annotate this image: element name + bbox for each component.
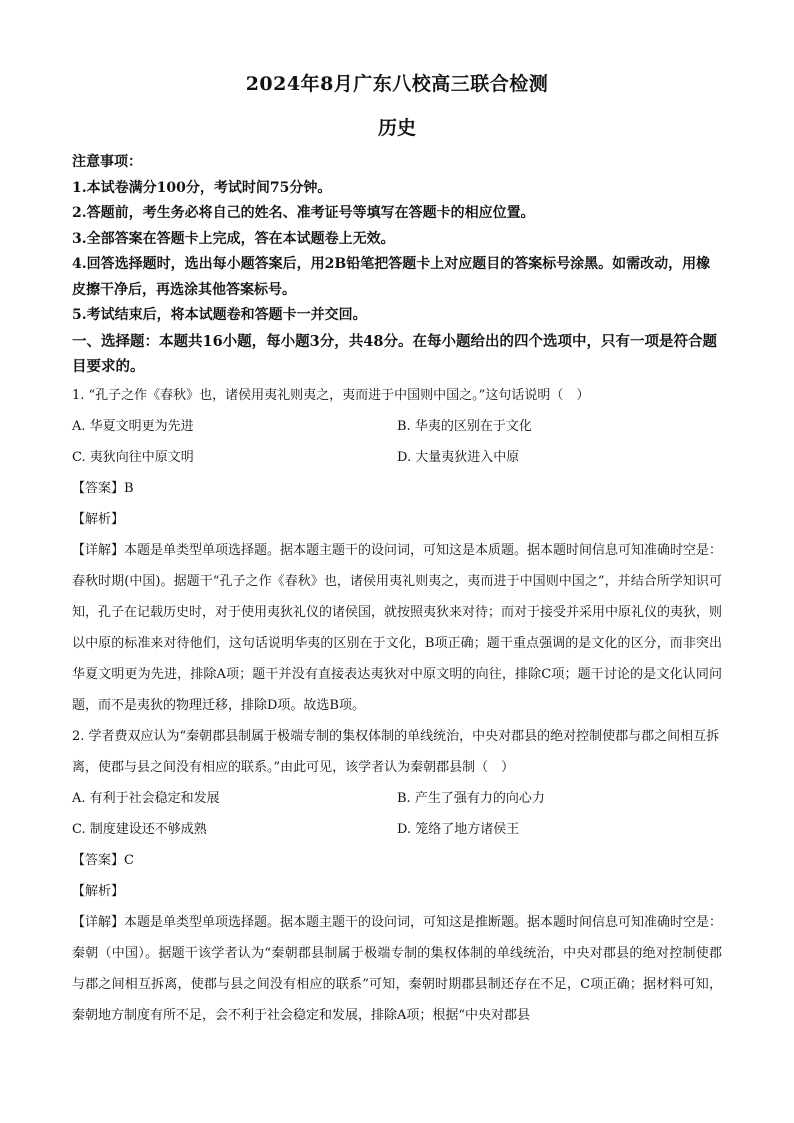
option-list — [72, 411, 722, 473]
answer-label: 【答案】C — [72, 852, 134, 868]
question-stem: 2. 学者费双应认为“秦朝郡县制属于极端专制的集权体制的单线统治，中央对郡县的绝对控制使郡与郡之间相互拆离，使郡与县之间没有相应的联系。”由此可见，该学者认为秦朝郡县制（ ） — [72, 728, 720, 775]
question-1 — [72, 380, 722, 721]
notice-item: 3.全部答案在答题卡上完成，答在本试题卷上无效。 — [72, 230, 395, 247]
option-d: D. 大量夷狄进入中原 — [397, 449, 520, 465]
section-heading: 一、选择题：本题共16小题，每小题3分，共48分。在每小题给出的四个选项中，只有一项是符合题目要求的。 — [72, 332, 717, 375]
exam-page — [72, 66, 722, 1031]
option-a: A. 华夏文明更为先进 — [72, 418, 194, 434]
option-c: C. 制度建设还不够成熟 — [72, 821, 207, 837]
answer-label: 【答案】B — [72, 480, 134, 496]
notice-item: 1.本试卷满分100分，考试时间75分钟。 — [72, 179, 332, 196]
option-b: B. 产生了强有力的向心力 — [397, 790, 545, 806]
option-c: C. 夷狄向往中原文明 — [72, 449, 194, 465]
subject-title: 历史 — [377, 117, 416, 139]
notice-heading: 注意事项： — [72, 154, 142, 170]
question-2 — [72, 721, 722, 1031]
option-b: B. 华夷的区别在于文化 — [397, 418, 532, 434]
detail-explanation: 【详解】本题是单类型单项选择题。据本题主题干的设问词，可知这是本质题。据本题时间信息可知准确时空是：春秋时期(中国)。据题干“孔子之作《春秋》也，诸侯用夷礼则夷之，夷而进于中国则中国之”，并结合所学知识可知，孔子在记载历史时，对于使用夷狄礼仪的诸侯国，就按照夷狄来对待；而对于接受并采用中原礼仪的夷狄，则以中原的标准来对待他们，这句话说明华夷的区别在于文化，B项正确；题干重点强调的是文化的区分，而非突出华夏文明更为先进，排除A项；题干并没有直接表达夷狄对中原文明的向往，排除C项；题干讨论的是文化认同问题，而不是夷狄的物理迁移，排除D项。故选B项。 — [72, 542, 723, 713]
notice-item: 5.考试结束后，将本试题卷和答题卡一并交回。 — [72, 307, 367, 323]
option-list — [72, 783, 722, 845]
question-stem: 1. “孔子之作《春秋》也，诸侯用夷礼则夷之，夷而进于中国则中国之。”这句话说明（ ） — [72, 387, 590, 403]
option-d: D. 笼络了地方诸侯王 — [397, 821, 520, 837]
exam-title: 2024年8月广东八校高三联合检测 — [245, 73, 549, 95]
option-a: A. 有利于社会稳定和发展 — [72, 790, 220, 806]
notice-item: 4.回答选择题时，选出每小题答案后，用2B铅笔把答题卡上对应题目的答案标号涂黑。如需改动，用橡皮擦干净后，再选涂其他答案标号。 — [72, 256, 711, 298]
analysis-label: 【解析】 — [72, 883, 125, 899]
analysis-label: 【解析】 — [72, 511, 125, 527]
notice-item: 2.答题前，考生务必将自己的姓名、准考证号等填写在答题卡的相应位置。 — [72, 205, 535, 221]
detail-explanation: 【详解】本题是单类型单项选择题。据本题主题干的设问词，可知这是推断题。据本题时间信息可知准确时空是：秦朝（中国）。据题干该学者认为“秦朝郡县制属于极端专制的集权体制的单线统治，中央对郡县的绝对控制使郡与郡之间相互拆离，使郡与县之间没有相应的联系”可知，秦朝时期郡县制还存在不足，C项正确；据材料可知，秦朝地方制度有所不足，会不利于社会稳定和发展，排除A项；根据“中央对郡县 — [72, 914, 723, 1023]
notice-block — [72, 150, 722, 380]
